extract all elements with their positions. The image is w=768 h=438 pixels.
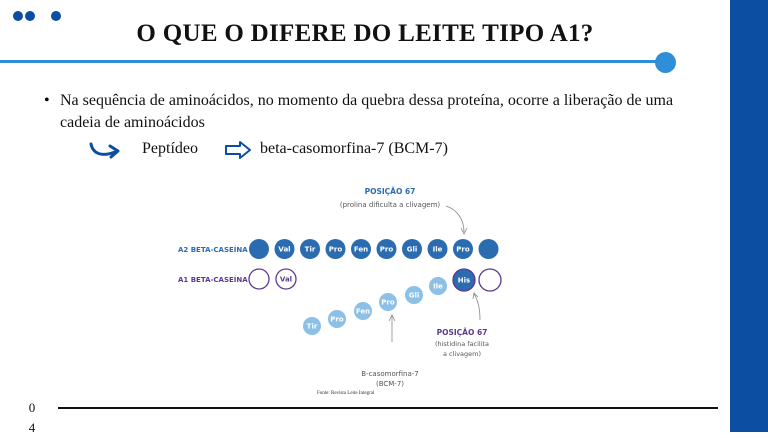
a2-bead-label: Fen bbox=[353, 245, 369, 254]
right-arrow-icon bbox=[224, 140, 252, 160]
bcm7-figure-label-2: (BCM-7) bbox=[375, 380, 405, 388]
a2-bead-label: Pro bbox=[456, 245, 470, 254]
bullet-text: Na sequência de aminoácidos, no momento da quebra dessa proteína, ocorre a liberação de uma cadeia de aminoácidos bbox=[60, 92, 674, 131]
a2-bead-label: Ile bbox=[432, 245, 443, 254]
bcm7-label: beta-casomorfina-7 (BCM-7) bbox=[260, 140, 448, 157]
a1-his-bead-label: His bbox=[457, 276, 471, 285]
title-line-dot bbox=[655, 52, 676, 73]
a2-bead-label: Pro bbox=[379, 245, 394, 254]
released-bead-label: Ile bbox=[433, 282, 443, 291]
bottom-pointer bbox=[474, 294, 480, 320]
a1-bead-label: Val bbox=[279, 275, 293, 284]
released-bead-label: Fen bbox=[355, 307, 371, 316]
released-bead-label: Pro bbox=[330, 315, 344, 324]
a2-bead-label: Tir bbox=[304, 245, 316, 254]
released-peptide-chain bbox=[303, 277, 447, 335]
a2-bead-label: Gli bbox=[406, 245, 418, 254]
a2-bead-label: Pro bbox=[328, 245, 343, 254]
top-position-label: POSIÇÃO 67 bbox=[364, 187, 416, 196]
source-caption: Fonte: Revista Leite Integral bbox=[317, 391, 375, 396]
a1-bead-empty bbox=[249, 269, 269, 289]
released-bead-label: Gli bbox=[408, 291, 420, 300]
a2-bead-label: Val bbox=[278, 245, 291, 254]
page-number bbox=[26, 398, 38, 438]
bottom-position-label: POSIÇÃO 67 bbox=[436, 328, 488, 337]
peptide-label: Peptídeo bbox=[142, 140, 198, 157]
bottom-position-note-1: (histidina facilita bbox=[434, 340, 490, 348]
slide-title: O QUE O DIFERE DO LEITE TIPO A1? bbox=[136, 20, 594, 47]
released-bead-label: Tir bbox=[306, 322, 318, 331]
released-bead-label: Pro bbox=[381, 298, 395, 307]
right-sidebar-bar bbox=[730, 0, 768, 432]
page-digit: 0 bbox=[28, 400, 36, 415]
curved-arrow-icon bbox=[88, 138, 122, 162]
page-digit: 4 bbox=[28, 420, 36, 435]
bottom-position-note-2: a clivagem) bbox=[442, 350, 482, 358]
a2-casein-label: A2 BETA-CASEÍNA bbox=[178, 246, 248, 254]
top-position-note: (prolina dificulta a clivagem) bbox=[339, 201, 441, 209]
a2-bead bbox=[479, 239, 499, 259]
a2-bead-row bbox=[249, 239, 499, 259]
a2-bead bbox=[249, 239, 269, 259]
title-underline bbox=[0, 60, 660, 63]
casein-figure bbox=[170, 180, 530, 395]
a1-bead-empty bbox=[479, 269, 501, 291]
bcm7-figure-label-1: B-casomorfina-7 bbox=[361, 370, 419, 378]
a1-casein-label: A1 BETA-CASEÍNA bbox=[178, 276, 248, 284]
bullet-mark: • bbox=[44, 92, 50, 109]
footer-line bbox=[58, 407, 718, 409]
a1-bead-row bbox=[249, 269, 501, 291]
